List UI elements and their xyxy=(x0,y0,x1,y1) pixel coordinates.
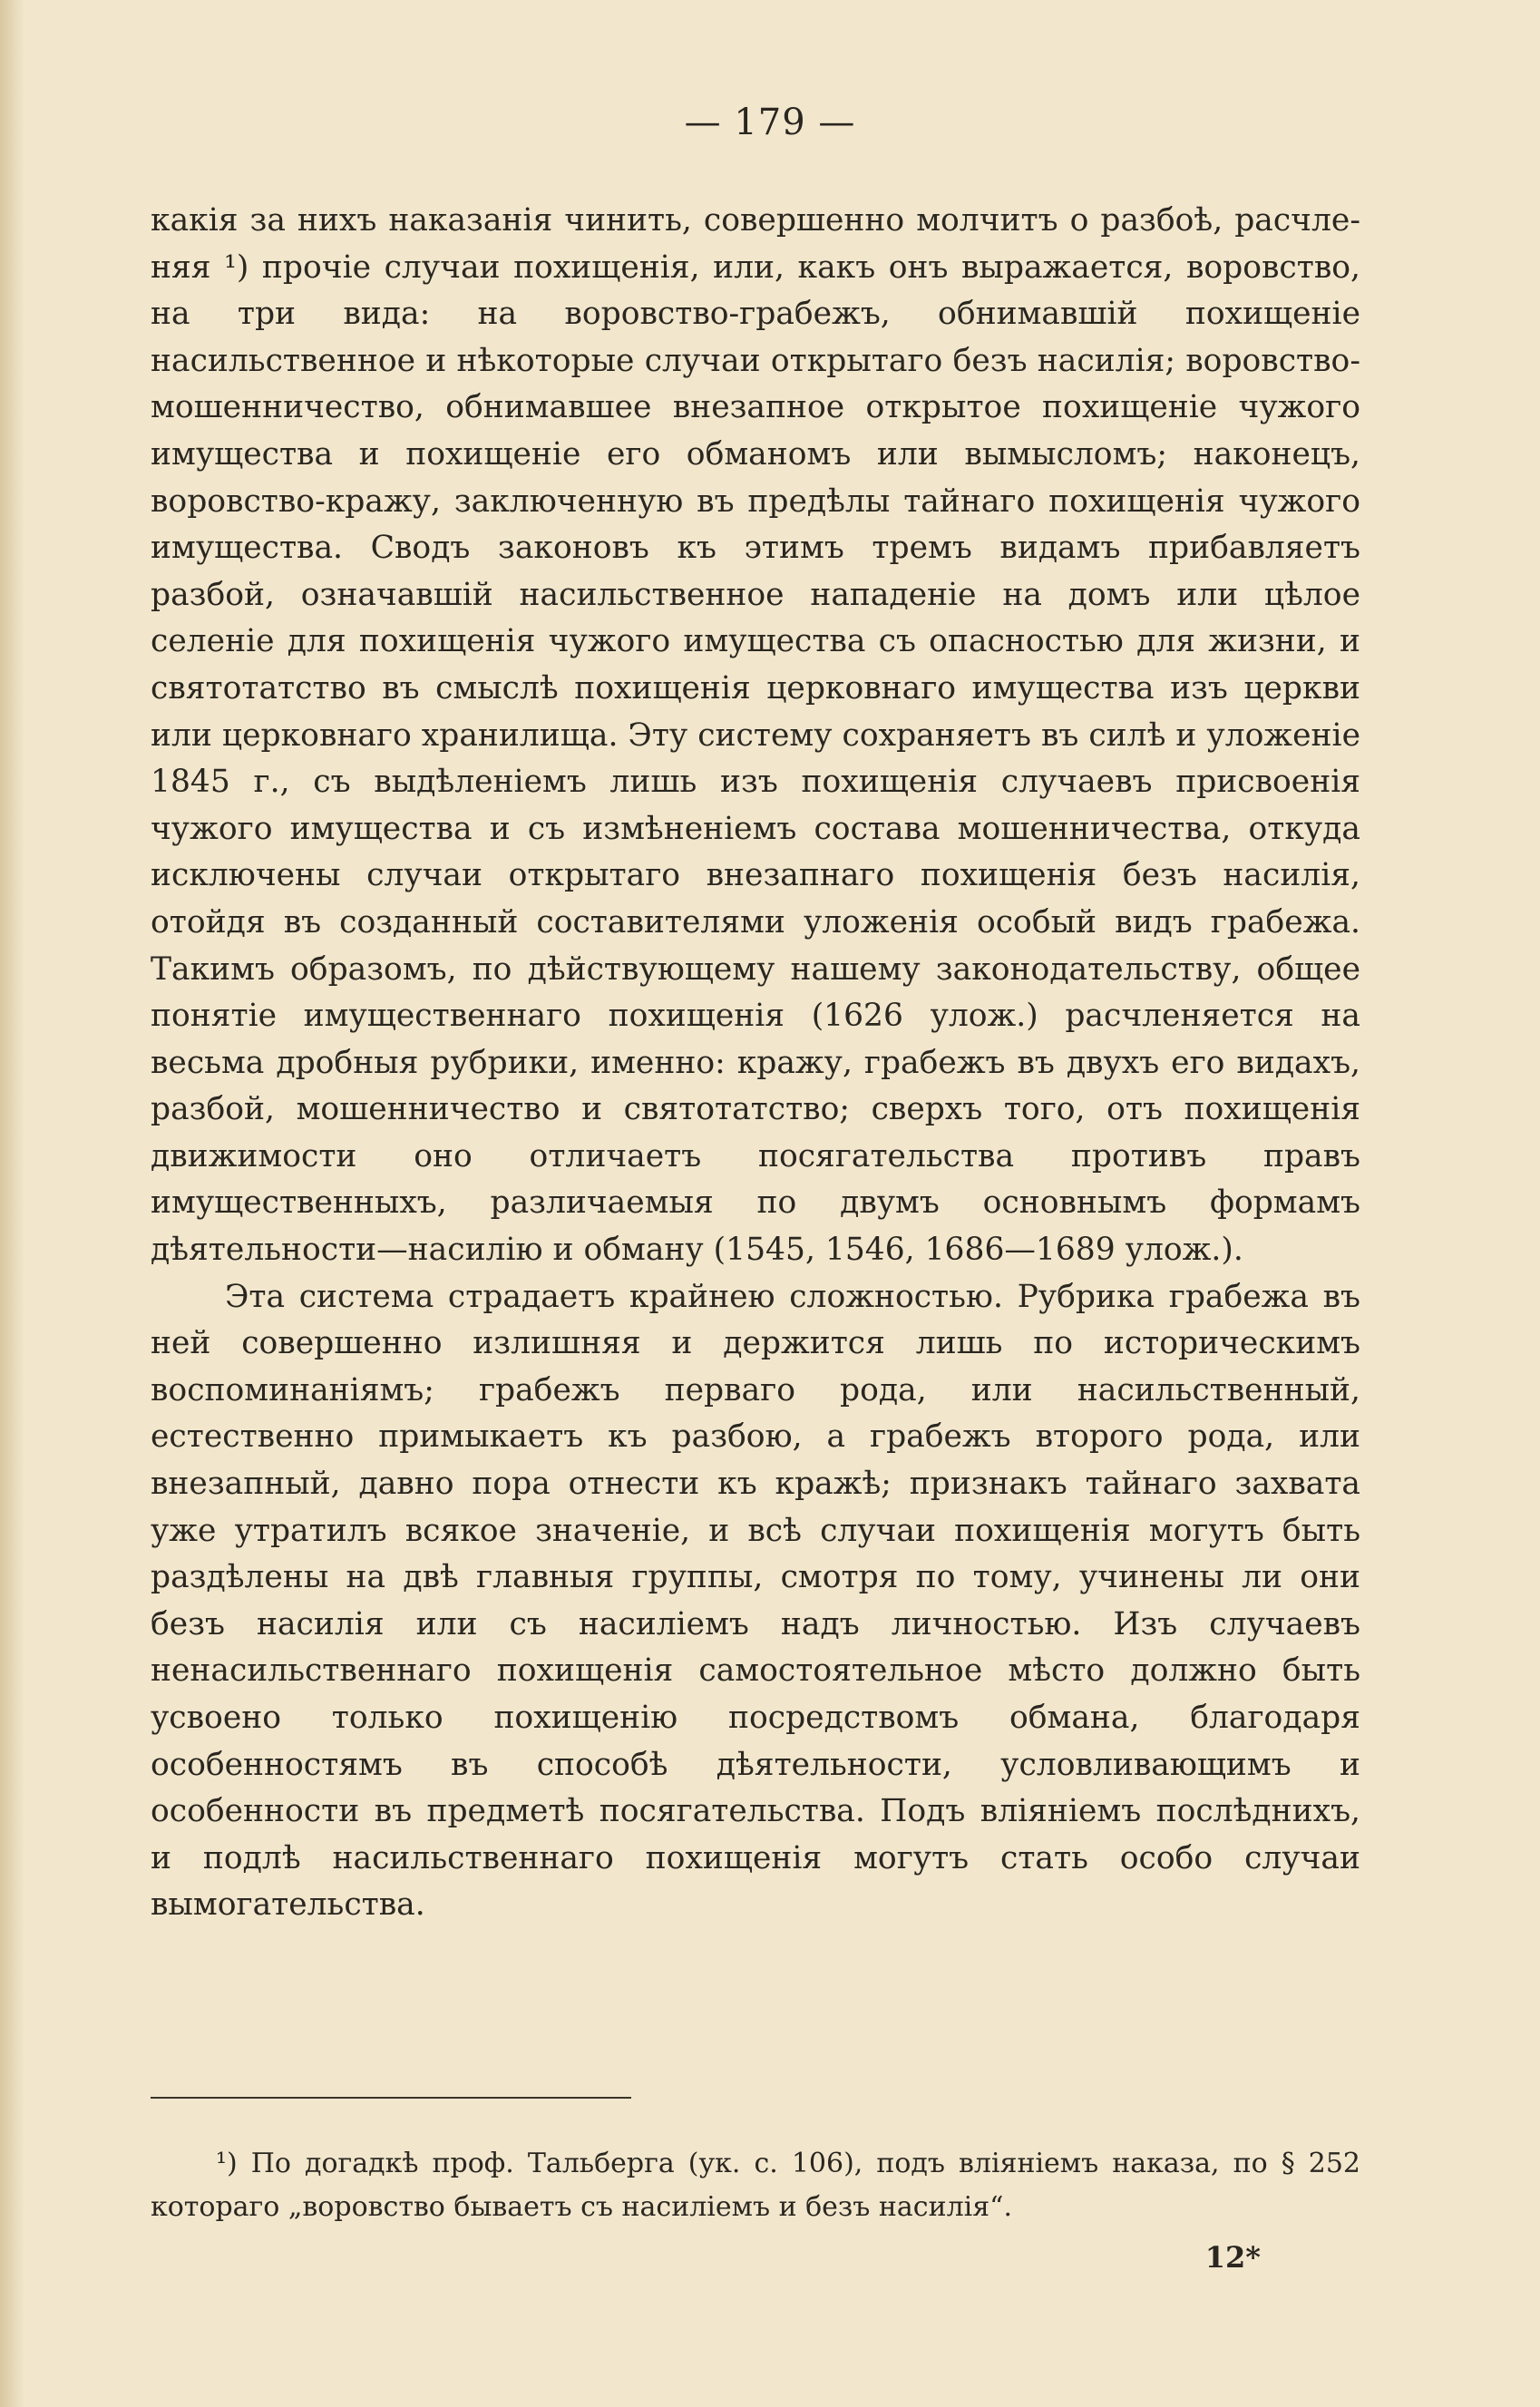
footnote-text: ¹) По догадкѣ проф. Тальберга (ук. с. 106), подъ вліяніемъ наказа, по § 252 котораго „воровство бываетъ съ насиліемъ и безъ насилія“. xyxy=(151,2148,1360,2223)
page-number: — 179 — xyxy=(684,102,856,143)
footnote-divider xyxy=(151,2097,631,2099)
paragraph-1: какія за нихъ наказанія чинить, совершенно молчитъ о разбоѣ, расчленяя ¹) прочіе случаи похищенія, или, какъ онъ выражается, воровство, на три вида: на воровство-грабежъ, обнимавшій похищеніе насильственное и нѣкоторые случаи открытаго безъ насилія; воровство-мошенничество, обнимавшее внезапное открытое похищеніе чужого имущества и похищеніе его обманомъ или вымысломъ; наконецъ, воровство-кражу, заключенную въ предѣлы тайнаго похищенія чужого имущества. Сводъ законовъ къ этимъ тремъ видамъ прибавляетъ разбой, означавшій насильственное нападеніе на домъ или цѣлое селеніе для похищенія чужого имущества съ опасностью для жизни, и святотатство въ смыслѣ похищенія церковнаго имущества изъ церкви или церковнаго хранилища. Эту систему сохраняетъ въ силѣ и уложеніе 1845 г., съ выдѣленіемъ лишь изъ похищенія случаевъ присвоенія чужого имущества и съ измѣненіемъ состава мошенничества, откуда исключены случаи открытаго внезапнаго похищенія безъ насилія, отойдя въ созданный составителями уложенія особый видъ грабежа. Такимъ образомъ, по дѣйствующему нашему законодательству, общее понятіе имущественнаго похищенія (1626 улож.) расчленяется на весьма дробныя рубрики, именно: кражу, грабежъ въ двухъ его видахъ, разбой, мошенничество и святотатство; сверхъ того, отъ похищенія движимости оно отличаетъ посягательства противъ правъ имущественныхъ, различаемыя по двумъ основнымъ формамъ дѣятельности—насилію и обману (1545, 1546, 1686—1689 улож.). xyxy=(151,202,1360,1269)
body-text xyxy=(151,198,1360,1929)
paragraph-2: Эта система страдаетъ крайнею сложностью. Рубрика грабежа въ ней совершенно излишняя и держится лишь по историческимъ воспоминаніямъ; грабежъ перваго рода, или насильственный, естественно примыкаетъ къ разбою, а грабежъ второго рода, или внезапный, давно пора отнести къ кражѣ; признакъ тайнаго захвата уже утратилъ всякое значеніе, и всѣ случаи похищенія могутъ быть раздѣлены на двѣ главныя группы, смотря по тому, учинены ли они безъ насилія или съ насиліемъ надъ личностью. Изъ случаевъ ненасильственнаго похищенія самостоятельное мѣсто должно быть усвоено только похищенію посредствомъ обмана, благодаря особенностямъ въ способѣ дѣятельности, условливающимъ и особенности въ предметѣ посягательства. Подъ вліяніемъ послѣднихъ, и подлѣ насильственнаго похищенія могутъ стать особо случаи вымогательства. xyxy=(151,1278,1360,1924)
footnote xyxy=(151,2142,1360,2229)
page-gutter-shade xyxy=(0,0,25,2407)
printer-signature-mark: 12* xyxy=(1204,2240,1261,2275)
